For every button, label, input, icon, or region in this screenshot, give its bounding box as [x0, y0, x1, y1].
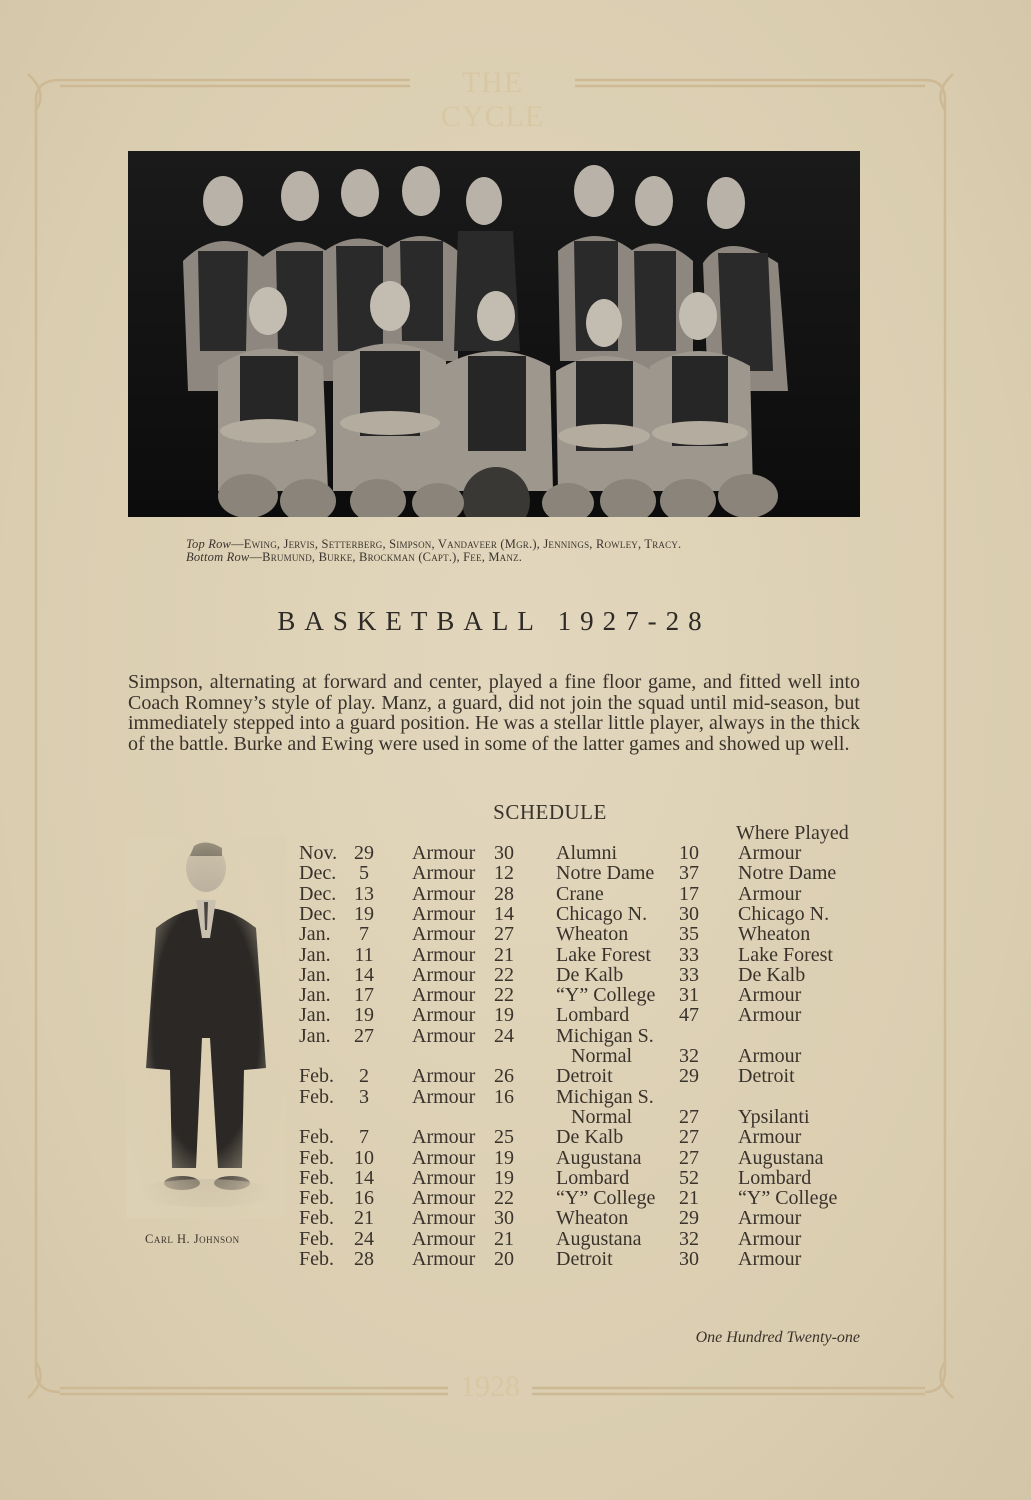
schedule-row [0, 1106, 1031, 1126]
schedule-row [0, 883, 1031, 903]
game-day: 24 [354, 1227, 374, 1250]
game-month: Jan. [299, 1024, 331, 1047]
running-head: THE CYCLE [440, 66, 545, 133]
game-day: 7 [359, 923, 369, 946]
team-score: 30 [494, 1207, 514, 1230]
opponent: Chicago N. [556, 902, 648, 925]
schedule-row [0, 1045, 1031, 1065]
schedule-row [0, 903, 1031, 923]
game-month: Feb. [299, 1146, 334, 1169]
schedule-row [0, 944, 1031, 964]
caption-top-label: Top Row [186, 537, 232, 551]
team-name: Armour [412, 862, 476, 885]
opponent: Augustana [556, 1227, 642, 1250]
team-name: Armour [412, 943, 476, 966]
game-location: Notre Dame [738, 862, 837, 885]
game-day: 5 [359, 862, 369, 885]
team-score: 22 [494, 984, 514, 1007]
game-day: 17 [354, 984, 374, 1007]
team-score: 26 [494, 1065, 514, 1088]
opponent: Wheaton [556, 1207, 629, 1230]
team-score: 28 [494, 882, 514, 905]
opponent-score: 27 [679, 1105, 699, 1128]
team-name: Armour [412, 842, 476, 864]
opponent: Michigan S. [556, 1024, 654, 1047]
opponent-score: 31 [679, 984, 699, 1007]
opponent-score: 30 [679, 1248, 699, 1270]
game-month: Feb. [299, 1126, 334, 1149]
game-day: 21 [354, 1207, 374, 1230]
schedule-row [0, 1147, 1031, 1167]
opponent: Crane [556, 882, 604, 905]
opponent: De Kalb [556, 1126, 624, 1149]
opponent: Notre Dame [556, 862, 655, 885]
page-title: BASKETBALL 1927-28 [277, 606, 711, 636]
schedule-row [0, 984, 1031, 1007]
game-location: De Kalb [738, 963, 806, 986]
caption-bottom-row: Bottom Row—Brumund, Burke, Brockman (Capt.), Fee, Manz. [186, 550, 523, 564]
game-day: 14 [354, 963, 374, 986]
schedule-row [0, 1167, 1031, 1187]
game-month: Jan. [299, 923, 331, 946]
schedule-row [0, 1228, 1031, 1248]
opponent-score: 27 [679, 1126, 699, 1149]
schedule-row [0, 1065, 1031, 1088]
game-day: 16 [354, 1187, 374, 1210]
game-location: Wheaton [738, 923, 811, 946]
opponent-score: 29 [679, 1207, 699, 1230]
game-day: 10 [354, 1146, 374, 1169]
game-month: Feb. [299, 1085, 334, 1108]
team-score: 25 [494, 1126, 514, 1149]
team-name: Armour [412, 963, 476, 986]
game-month: Dec. [299, 882, 337, 905]
opponent-score: 21 [679, 1187, 699, 1210]
game-location: Armour [738, 1227, 802, 1250]
opponent: Lake Forest [556, 943, 651, 966]
opponent-score: 10 [679, 842, 699, 864]
schedule-row [0, 1126, 1031, 1149]
game-day: 2 [359, 1065, 369, 1088]
caption-top-row: Top Row—Ewing, Jervis, Setterberg, Simpson, Vandaveer (Mgr.), Jennings, Rowley, Tracy. [186, 537, 682, 551]
game-location: Armour [738, 1004, 802, 1027]
schedule-row [0, 964, 1031, 984]
game-location: Lake Forest [738, 943, 833, 966]
opponent: Detroit [556, 1065, 613, 1088]
game-month: Dec. [299, 862, 337, 885]
body-paragraph: Simpson, alternating at forward and center, played a fine floor game, and fitted well into Coach Romney’s style of play. Manz, a guard, did not join the squad until mid-season, but immediately stepped into a guard position. He was a stellar little player, always in the thick of the battle. Burke and Ewing were used in some of the latter games and showed up well. [128, 671, 860, 755]
opponent-score: 32 [679, 1227, 699, 1250]
team-score: 22 [494, 963, 514, 986]
game-location: Armour [738, 1126, 802, 1149]
game-month: Feb. [299, 1248, 334, 1270]
schedule-row [0, 1207, 1031, 1230]
photo-caption [186, 538, 886, 564]
game-day: 28 [354, 1248, 374, 1270]
game-location: Armour [738, 1207, 802, 1230]
game-location: Armour [738, 882, 802, 905]
opponent: Normal [556, 1045, 633, 1067]
game-day: 11 [354, 943, 374, 966]
schedule-row [0, 1025, 1031, 1045]
portrait-caption: Carl H. Johnson [145, 1232, 240, 1246]
game-location: Armour [738, 1045, 802, 1067]
schedule-row [0, 923, 1031, 946]
caption-bottom-label: Bottom Row [186, 550, 250, 564]
team-name: Armour [412, 1166, 476, 1189]
game-month: Feb. [299, 1187, 334, 1210]
opponent-score: 47 [679, 1004, 699, 1027]
team-score: 27 [494, 923, 514, 946]
team-score: 19 [494, 1166, 514, 1189]
team-score: 19 [494, 1004, 514, 1027]
game-location: “Y” College [738, 1187, 838, 1210]
team-score: 12 [494, 862, 514, 885]
team-name: Armour [412, 1207, 476, 1230]
game-month: Feb. [299, 1166, 334, 1189]
schedule-row [0, 1086, 1031, 1106]
opponent-score: 27 [679, 1146, 699, 1169]
game-location: Armour [738, 984, 802, 1007]
opponent: Michigan S. [556, 1085, 654, 1108]
team-name: Armour [412, 902, 476, 925]
game-day: 3 [359, 1085, 369, 1108]
team-score: 14 [494, 902, 514, 925]
opponent: Alumni [556, 842, 618, 864]
opponent-score: 17 [679, 882, 699, 905]
opponent-score: 52 [679, 1166, 699, 1189]
opponent: Lombard [556, 1004, 630, 1027]
game-location: Augustana [738, 1146, 824, 1169]
game-month: Jan. [299, 984, 331, 1007]
team-name: Armour [412, 1065, 476, 1088]
schedule-row [0, 862, 1031, 885]
opponent: “Y” College [556, 1187, 656, 1210]
where-played-heading: Where Played [736, 822, 849, 844]
opponent: “Y” College [556, 984, 656, 1007]
schedule-row [0, 842, 1031, 862]
game-day: 19 [354, 1004, 374, 1027]
caption-top-names: Ewing, Jervis, Setterberg, Simpson, Vandaveer (Mgr.), Jennings, Rowley, Tracy. [243, 537, 682, 551]
opponent: Wheaton [556, 923, 629, 946]
team-score: 16 [494, 1085, 514, 1108]
game-day: 29 [354, 842, 374, 864]
game-day: 14 [354, 1166, 374, 1189]
running-foot: 1928 [460, 1370, 520, 1403]
opponent-score: 37 [679, 862, 699, 885]
opponent: De Kalb [556, 963, 624, 986]
team-name: Armour [412, 923, 476, 946]
opponent: Lombard [556, 1166, 630, 1189]
schedule-row [0, 1004, 1031, 1027]
game-day: 27 [354, 1024, 374, 1047]
game-month: Feb. [299, 1207, 334, 1230]
team-score: 19 [494, 1146, 514, 1169]
game-location: Detroit [738, 1065, 795, 1088]
opponent-score: 33 [679, 963, 699, 986]
game-location: Chicago N. [738, 902, 830, 925]
opponent-score: 29 [679, 1065, 699, 1088]
game-location: Lombard [738, 1166, 812, 1189]
opponent-score: 33 [679, 943, 699, 966]
game-month: Feb. [299, 1227, 334, 1250]
game-location: Ypsilanti [738, 1105, 810, 1128]
team-photo [128, 151, 860, 517]
opponent-score: 35 [679, 923, 699, 946]
team-name: Armour [412, 1004, 476, 1027]
page-number: One Hundred Twenty-one [695, 1329, 860, 1346]
caption-bottom-names: Brumund, Burke, Brockman (Capt.), Fee, Manz. [262, 550, 523, 564]
team-photo-image [128, 151, 860, 517]
team-name: Armour [412, 882, 476, 905]
game-day: 7 [359, 1126, 369, 1149]
opponent: Normal [556, 1105, 633, 1128]
opponent-score: 30 [679, 902, 699, 925]
schedule-heading: SCHEDULE [493, 800, 607, 824]
team-name: Armour [412, 1085, 476, 1108]
team-score: 22 [494, 1187, 514, 1210]
team-score: 30 [494, 842, 514, 864]
game-day: 19 [354, 902, 374, 925]
opponent: Augustana [556, 1146, 642, 1169]
game-month: Feb. [299, 1065, 334, 1088]
team-name: Armour [412, 984, 476, 1007]
team-score: 24 [494, 1024, 514, 1047]
game-month: Dec. [299, 902, 337, 925]
game-location: Armour [738, 842, 802, 864]
game-month: Jan. [299, 963, 331, 986]
game-location: Armour [738, 1248, 802, 1270]
team-name: Armour [412, 1227, 476, 1250]
team-score: 20 [494, 1248, 514, 1270]
game-month: Jan. [299, 1004, 331, 1027]
team-name: Armour [412, 1126, 476, 1149]
game-month: Jan. [299, 943, 331, 966]
game-day: 13 [354, 882, 374, 905]
team-score: 21 [494, 1227, 514, 1250]
schedule-row [0, 1187, 1031, 1210]
team-name: Armour [412, 1248, 476, 1270]
team-name: Armour [412, 1024, 476, 1047]
schedule-row [0, 1248, 1031, 1268]
opponent: Detroit [556, 1248, 613, 1270]
opponent-score: 32 [679, 1045, 699, 1067]
team-name: Armour [412, 1146, 476, 1169]
team-name: Armour [412, 1187, 476, 1210]
game-month: Nov. [299, 842, 338, 864]
team-score: 21 [494, 943, 514, 966]
